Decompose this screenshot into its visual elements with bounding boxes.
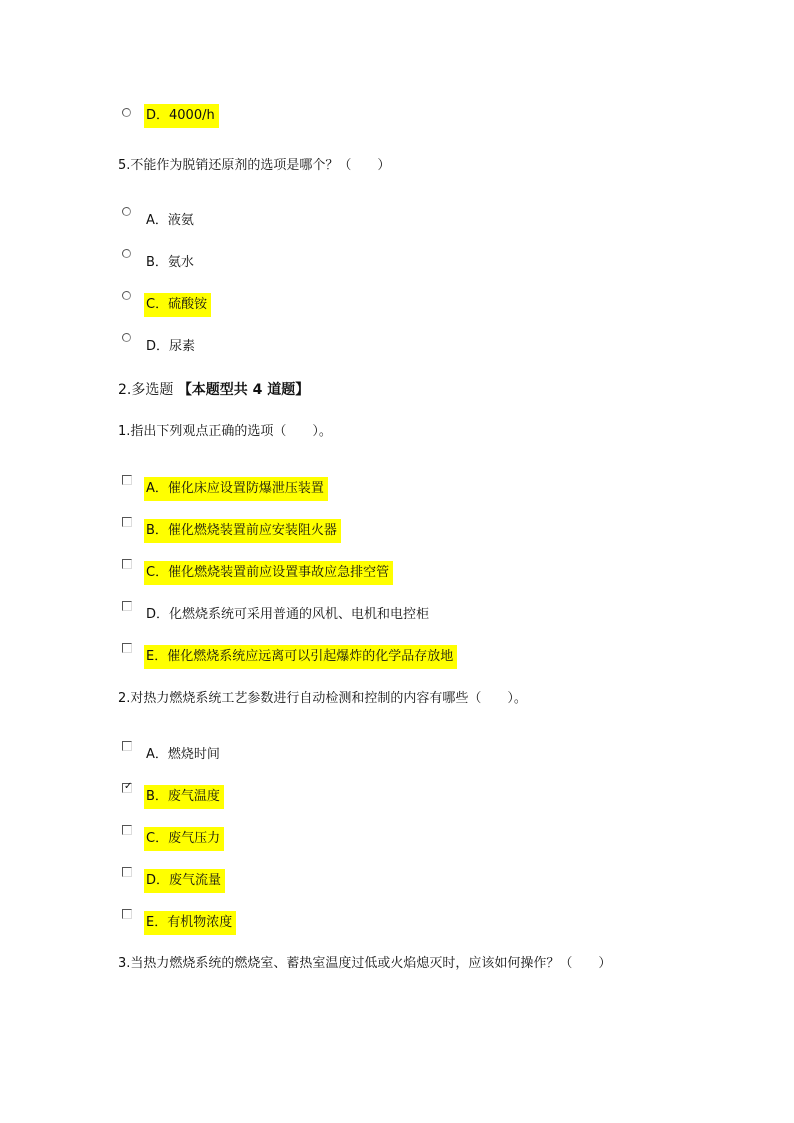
- option-q4-d: D．4000/h: [144, 104, 219, 128]
- radio-button[interactable]: [122, 333, 131, 342]
- checkbox[interactable]: [122, 559, 132, 569]
- checkbox[interactable]: [122, 867, 132, 877]
- question-m3: 3.当热力燃烧系统的燃烧室、蓄热室温度过低或火焰熄灭时，应该如何操作？（ ）: [118, 956, 612, 971]
- checkbox-checked[interactable]: [122, 783, 132, 793]
- option-m2-c: C．废气压力: [144, 827, 224, 851]
- radio-button[interactable]: [122, 249, 131, 258]
- option-q5-c: C．硫酸铵: [144, 293, 211, 317]
- question-5: 5.不能作为脱销还原剂的选项是哪个？（ ）: [118, 158, 391, 173]
- radio-button[interactable]: [122, 291, 131, 300]
- option-m2-e: E．有机物浓度: [144, 911, 236, 935]
- radio-button[interactable]: [122, 108, 131, 117]
- option-m1-e: E．催化燃烧系统应远离可以引起爆炸的化学品存放地: [144, 645, 457, 669]
- check-icon: ✓: [124, 781, 133, 792]
- section-title: [118, 380, 309, 400]
- checkbox[interactable]: [122, 601, 132, 611]
- section-title-prefix: 2.多选题: [118, 382, 174, 398]
- question-m1: 1.指出下列观点正确的选项（ ）。: [118, 424, 332, 439]
- option-m1-c: C．催化燃烧装置前应设置事故应急排空管: [144, 561, 393, 585]
- checkbox[interactable]: [122, 517, 132, 527]
- option-q5-b: B．氨水: [146, 255, 194, 270]
- question-m2: 2.对热力燃烧系统工艺参数进行自动检测和控制的内容有哪些（ ）。: [118, 691, 527, 706]
- option-m2-d: D．废气流量: [144, 869, 225, 893]
- checkbox[interactable]: [122, 909, 132, 919]
- section-title-bold: 【本题型共 4 道题】: [177, 382, 310, 398]
- option-m1-a: A．催化床应设置防爆泄压装置: [144, 477, 328, 501]
- option-q5-d: D．尿素: [146, 339, 196, 354]
- radio-button[interactable]: [122, 207, 131, 216]
- option-m2-b: B．废气温度: [144, 785, 224, 809]
- option-m2-a: A．燃烧时间: [146, 747, 220, 762]
- checkbox[interactable]: [122, 643, 132, 653]
- option-q5-a: A．液氨: [146, 213, 194, 228]
- option-m1-d: D．化燃烧系统可采用普通的风机、电机和电控柜: [146, 607, 430, 622]
- option-m1-b: B．催化燃烧装置前应安装阻火器: [144, 519, 341, 543]
- checkbox[interactable]: [122, 825, 132, 835]
- checkbox[interactable]: [122, 741, 132, 751]
- checkbox[interactable]: [122, 475, 132, 485]
